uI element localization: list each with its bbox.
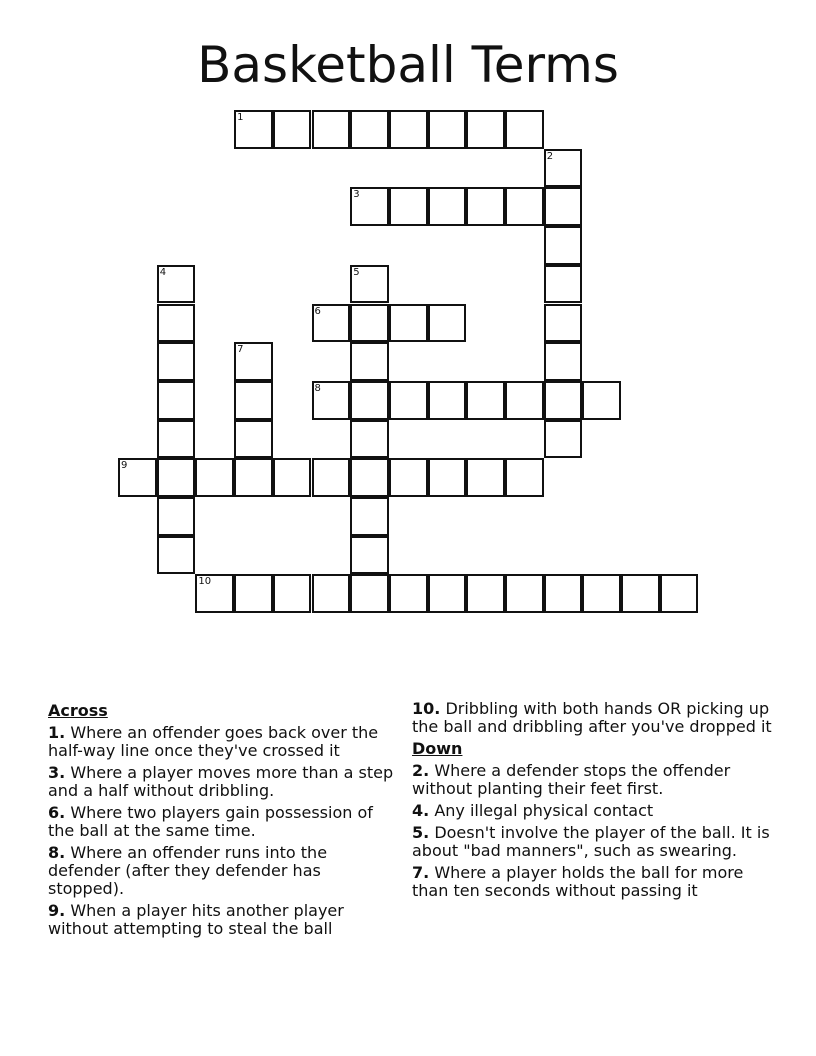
grid-cell[interactable] <box>350 420 389 459</box>
grid-cell[interactable] <box>389 458 428 497</box>
grid-cell[interactable] <box>582 574 621 613</box>
grid-cell[interactable] <box>389 110 428 149</box>
clue-across <box>48 804 398 840</box>
grid-cell[interactable] <box>544 574 583 613</box>
grid-cell[interactable] <box>350 458 389 497</box>
cell-number: 6 <box>314 305 321 317</box>
grid-cell[interactable] <box>234 458 273 497</box>
grid-cell[interactable] <box>312 110 351 149</box>
clue-down <box>412 802 782 820</box>
clue-text: When a player hits another player without attempting to steal the ball <box>48 901 344 938</box>
clue-number: 3. <box>48 763 66 782</box>
grid-cell[interactable] <box>466 574 505 613</box>
clues-right-column <box>412 700 782 904</box>
clue-number: 9. <box>48 901 66 920</box>
grid-cell[interactable] <box>428 381 467 420</box>
grid-cell[interactable] <box>544 226 583 265</box>
grid-cell[interactable] <box>273 574 312 613</box>
cell-number: 8 <box>314 382 321 394</box>
clue-text: Doesn't involve the player of the ball. It is about "bad manners", such as swearing. <box>412 823 770 860</box>
clue-number: 10. <box>412 699 441 718</box>
clue-number: 1. <box>48 723 66 742</box>
grid-cell[interactable] <box>157 265 196 304</box>
grid-cell[interactable] <box>505 381 544 420</box>
clue-number: 2. <box>412 761 430 780</box>
grid-cell[interactable] <box>505 574 544 613</box>
grid-cell[interactable] <box>505 458 544 497</box>
grid-cell[interactable] <box>505 187 544 226</box>
grid-cell[interactable] <box>505 110 544 149</box>
grid-cell[interactable] <box>544 381 583 420</box>
clue-down <box>412 762 782 798</box>
clue-across <box>412 700 782 736</box>
cell-number: 5 <box>353 266 360 278</box>
grid-cell[interactable] <box>234 110 273 149</box>
grid-cell[interactable] <box>621 574 660 613</box>
clue-number: 5. <box>412 823 430 842</box>
grid-cell[interactable] <box>312 574 351 613</box>
down-heading: Down <box>412 739 463 758</box>
clue-number: 4. <box>412 801 430 820</box>
clue-number: 7. <box>412 863 430 882</box>
grid-cell[interactable] <box>582 381 621 420</box>
grid-cell[interactable] <box>428 574 467 613</box>
grid-cell[interactable] <box>273 458 312 497</box>
clue-across <box>48 902 398 938</box>
grid-cell[interactable] <box>157 304 196 343</box>
cell-number: 9 <box>121 460 128 472</box>
grid-cell[interactable] <box>428 110 467 149</box>
cell-number: 7 <box>237 344 244 356</box>
cell-number: 3 <box>353 189 360 201</box>
grid-cell[interactable] <box>157 536 196 575</box>
clue-number: 8. <box>48 843 66 862</box>
clue-down <box>412 864 782 900</box>
grid-cell[interactable] <box>466 381 505 420</box>
grid-cell[interactable] <box>544 342 583 381</box>
across-heading: Across <box>48 701 108 720</box>
grid-cell[interactable] <box>350 342 389 381</box>
page-title: Basketball Terms <box>197 36 619 94</box>
grid-cell[interactable] <box>544 187 583 226</box>
grid-cell[interactable] <box>428 458 467 497</box>
grid-cell[interactable] <box>544 304 583 343</box>
grid-cell[interactable] <box>466 187 505 226</box>
grid-cell[interactable] <box>157 342 196 381</box>
clue-text: Where a player holds the ball for more than ten seconds without passing it <box>412 863 744 900</box>
clue-across <box>48 724 398 760</box>
grid-cell[interactable] <box>544 420 583 459</box>
grid-cell[interactable] <box>234 381 273 420</box>
grid-cell[interactable] <box>466 110 505 149</box>
cell-number: 10 <box>198 576 212 588</box>
grid-cell[interactable] <box>544 149 583 188</box>
grid-cell[interactable] <box>157 381 196 420</box>
clue-across <box>48 764 398 800</box>
grid-cell[interactable] <box>466 458 505 497</box>
grid-cell[interactable] <box>234 420 273 459</box>
grid-cell[interactable] <box>350 381 389 420</box>
clue-text: Where a defender stops the offender without planting their feet first. <box>412 761 731 798</box>
grid-cell[interactable] <box>195 458 234 497</box>
grid-cell[interactable] <box>350 187 389 226</box>
clue-text: Where an offender runs into the defender (after they defender has stopped). <box>48 843 328 898</box>
grid-cell[interactable] <box>350 304 389 343</box>
grid-cell[interactable] <box>118 458 157 497</box>
grid-cell[interactable] <box>350 536 389 575</box>
grid-cell[interactable] <box>312 304 351 343</box>
clue-text: Any illegal physical contact <box>434 801 654 820</box>
cell-number: 1 <box>237 112 244 123</box>
grid-cell[interactable] <box>195 574 234 613</box>
grid-cell[interactable] <box>350 110 389 149</box>
clue-text: Dribbling with both hands OR picking up the ball and dribbling after you've dropped it <box>412 699 772 736</box>
grid-cell[interactable] <box>157 497 196 536</box>
grid-cell[interactable] <box>312 458 351 497</box>
grid-cell[interactable] <box>389 574 428 613</box>
grid-cell[interactable] <box>312 381 351 420</box>
grid-cell[interactable] <box>428 187 467 226</box>
cell-number: 4 <box>159 266 167 278</box>
clues-left-column <box>48 700 398 942</box>
grid-cell[interactable] <box>389 187 428 226</box>
clue-number: 6. <box>48 803 66 822</box>
grid-cell[interactable] <box>157 420 196 459</box>
grid-cell[interactable] <box>389 381 428 420</box>
grid-cell[interactable] <box>350 497 389 536</box>
grid-cell[interactable] <box>350 574 389 613</box>
grid-cell[interactable] <box>350 265 389 304</box>
grid-cell[interactable] <box>234 574 273 613</box>
grid-cell[interactable] <box>234 342 273 381</box>
clue-text: Where an offender goes back over the half-way line once they've crossed it <box>48 723 379 760</box>
grid-cell[interactable] <box>273 110 312 149</box>
clue-text: Where a player moves more than a step and a half without dribbling. <box>48 763 394 800</box>
clue-text: Where two players gain possession of the ball at the same time. <box>48 803 373 840</box>
grid-cell[interactable] <box>389 304 428 343</box>
grid-cell[interactable] <box>660 574 699 613</box>
cell-number: 2 <box>546 150 554 162</box>
grid-cell[interactable] <box>544 265 583 304</box>
grid-cell[interactable] <box>428 304 467 343</box>
clue-down <box>412 824 782 860</box>
grid-cell[interactable] <box>157 458 196 497</box>
clue-across <box>48 844 398 898</box>
